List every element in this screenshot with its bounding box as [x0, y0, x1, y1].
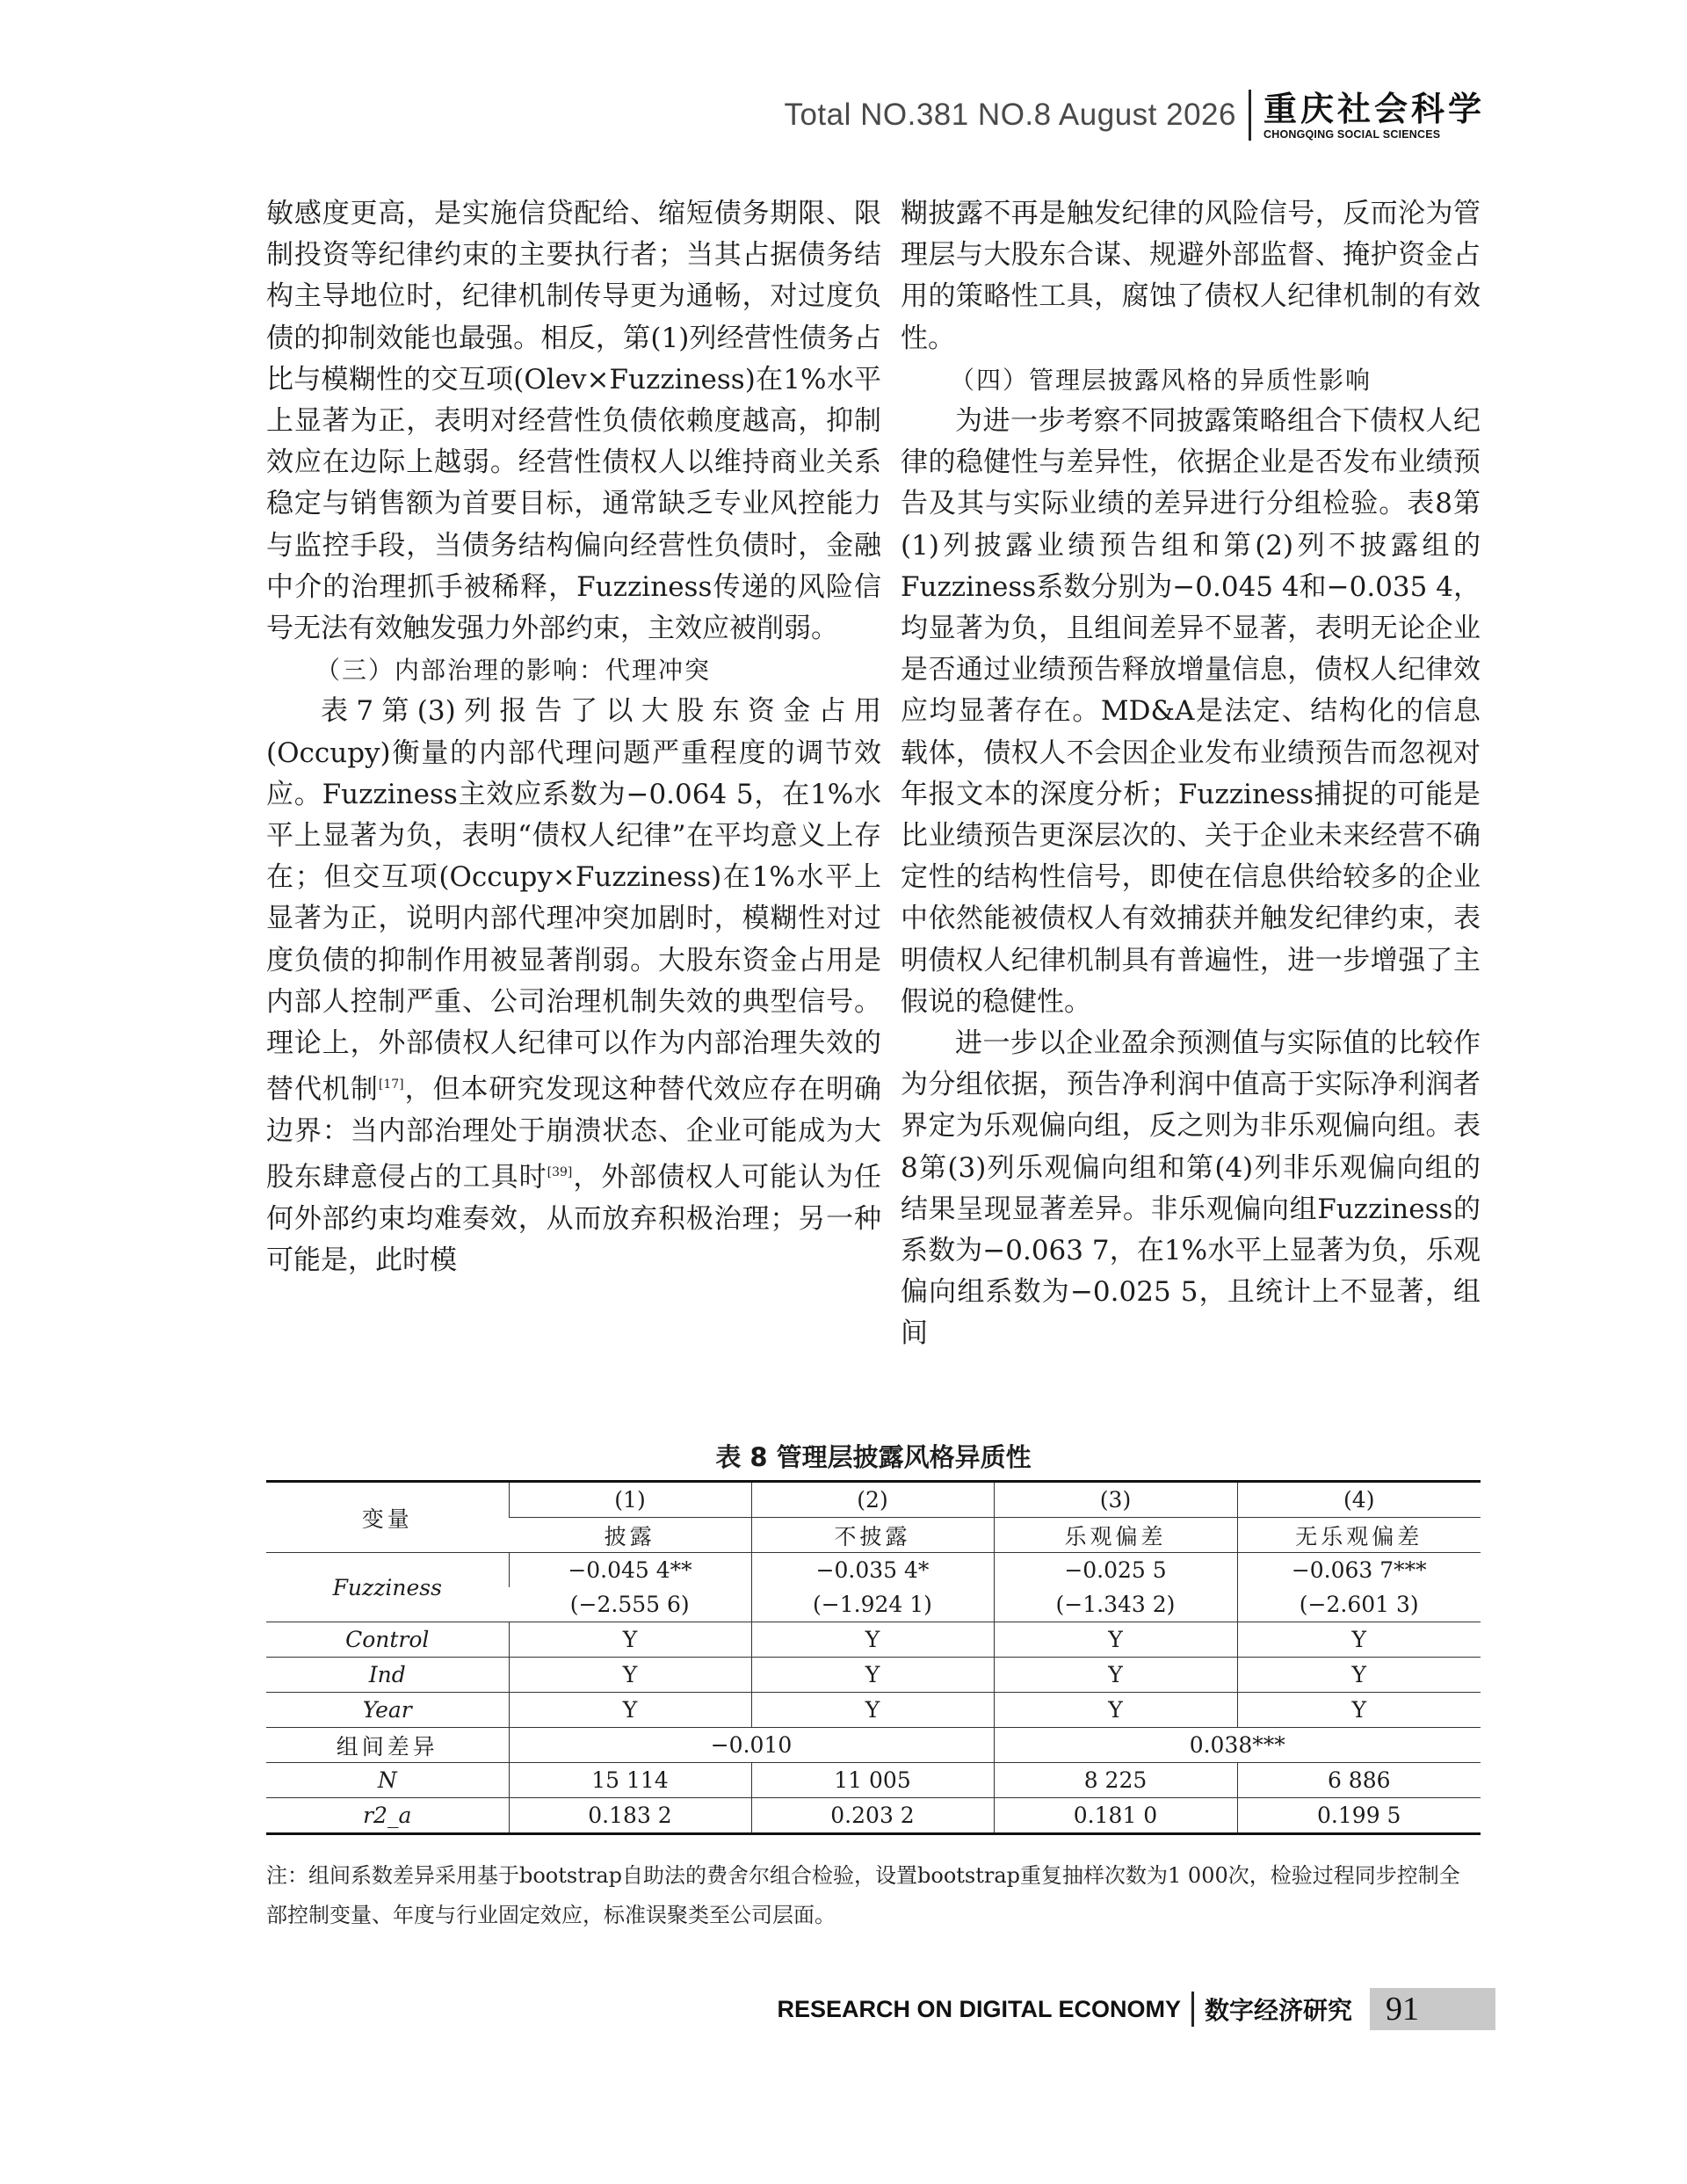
- table-row: [266, 1658, 1481, 1693]
- footer-journal-cn: 数字经济研究: [1204, 1996, 1352, 2025]
- table-cell: Y: [751, 1658, 994, 1693]
- table-cell: N: [266, 1763, 509, 1798]
- table-header-cell: 不披露: [751, 1518, 994, 1553]
- table-cell: Y: [751, 1693, 994, 1728]
- table-cell: −0.045 4**: [509, 1553, 751, 1588]
- table-row: [266, 1553, 1481, 1588]
- paragraph: 为进一步考察不同披露策略组合下债权人纪律的稳健性与差异性，依据企业是否发布业绩预告及其与实际业绩的差异进行分组检验。表8第(1)列披露业绩预告组和第(2)列不披露组的Fuzziness系数分别为−0.045 4和−0.035 4，均显著为负，且组间差异不显著，表明无论企业是否通过业绩预告释放增量信息，债权人纪律效应均显著存在。MD&A是法定、结构化的信息载体，债权人不会因企业发布业绩预告而忽视对年报文本的深度分析；Fuzziness捕捉的可能是比业绩预告更深层次的、关于企业未来经营不确定性的结构性信号，即使在信息供给较多的企业中依然能被债权人有效捕获并触发纪律约束，表明债权人纪律机制具有普遍性，进一步增强了主假说的稳健性。: [901, 405, 1481, 1018]
- table-cell: (−2.555 6): [509, 1587, 751, 1622]
- right-column: [901, 193, 1481, 1355]
- table-cell: −0.063 7***: [1237, 1553, 1481, 1588]
- table-cell: Year: [266, 1693, 509, 1728]
- table-cell: Y: [1237, 1658, 1481, 1693]
- page-header: [784, 84, 1485, 146]
- paragraph-text: 表7第(3)列报告了以大股东资金占用(Occupy)衡量的内部代理问题严重程度的调节效应。Fuzziness主效应系数为−0.064 5，在1%水平上显著为负，表明“债权人纪律”在平均意义上存在；但交互项(Occupy×Fuzziness)在1%水平上显著为正，说明内部代理冲突加剧时，模糊性对过度负债的抑制作用被显著削弱。大股东资金占用是内部人控制严重、公司治理机制失效的典型信号。理论上，外部债权人纪律可以作为内部治理失效的替代机制: [266, 695, 881, 1106]
- table-cell: Y: [1237, 1693, 1481, 1728]
- table-cell: 15 114: [509, 1763, 751, 1798]
- table-cell: 11 005: [751, 1763, 994, 1798]
- issue-info: Total NO.381 NO.8 August 2026: [784, 98, 1236, 132]
- table-row: [266, 1693, 1481, 1728]
- table-header-cell: 变量: [266, 1482, 509, 1553]
- table-cell: 8 225: [994, 1763, 1237, 1798]
- journal-logo: [1263, 90, 1485, 141]
- paragraph: 糊披露不再是触发纪律的风险信号，反而沦为管理层与大股东合谋、规避外部监督、掩护资金占用的策略性工具，腐蚀了债权人纪律机制的有效性。: [901, 198, 1481, 354]
- section-heading: （三）内部治理的影响：代理冲突: [315, 656, 712, 686]
- footer-journal-en: RESEARCH ON DIGITAL ECONOMY: [777, 1995, 1181, 2022]
- table-cell: 组间差异: [266, 1728, 509, 1763]
- table-cell: −0.035 4*: [751, 1553, 994, 1588]
- citation: [17]: [378, 1077, 404, 1092]
- table-cell: Y: [751, 1622, 994, 1658]
- section-heading: （四）管理层披露风格的异质性影响: [950, 365, 1372, 395]
- table-cell: 0.199 5: [1237, 1798, 1481, 1834]
- table-cell: Y: [509, 1622, 751, 1658]
- table-row: [266, 1728, 1481, 1763]
- citation: [39]: [547, 1165, 573, 1179]
- paragraph: 进一步以企业盈余预测值与实际值的比较作为分组依据，预告净利润中值高于实际净利润者界定为乐观偏向组，反之则为非乐观偏向组。表8第(3)列乐观偏向组和第(4)列非乐观偏向组的结果呈现显著差异。非乐观偏向组Fuzziness的系数为−0.063 7，在1%水平上显著为负，乐观偏向组系数为−0.025 5，且统计上不显著，组间: [901, 1027, 1481, 1350]
- paragraph-text: ，外部债权人可能认为任何外部约束均难奏效，从而放弃积极治理；另一种可能是，此时模: [266, 1161, 882, 1276]
- table-cell: (−1.343 2): [994, 1587, 1237, 1622]
- table-header-cell: (1): [509, 1482, 751, 1518]
- table-cell: Y: [994, 1693, 1237, 1728]
- table-cell: Y: [509, 1693, 751, 1728]
- paragraph-text: ，但本研究发现这种替代效应存在明确边界：当内部治理处于崩溃状态、企业可能成为大股东肆意侵占的工具时: [266, 1073, 882, 1194]
- table-cell: Ind: [266, 1658, 509, 1693]
- table-header-cell: (3): [994, 1482, 1237, 1518]
- table-cell: 0.183 2: [509, 1798, 751, 1834]
- header-divider: [1249, 90, 1251, 141]
- table-row: [266, 1763, 1481, 1798]
- table-cell: −0.010: [509, 1728, 994, 1763]
- footer-divider: [1191, 1992, 1194, 2027]
- table-cell: r2_a: [266, 1798, 509, 1834]
- table-header-cell: 无乐观偏差: [1237, 1518, 1481, 1553]
- table-header-cell: 披露: [509, 1518, 751, 1553]
- table-cell: 0.038***: [994, 1728, 1481, 1763]
- table-cell: Control: [266, 1622, 509, 1658]
- table-cell: Y: [1237, 1622, 1481, 1658]
- table-cell: (−2.601 3): [1237, 1587, 1481, 1622]
- journal-title-en: CHONGQING SOCIAL SCIENCES: [1263, 128, 1441, 141]
- table-header-cell: (2): [751, 1482, 994, 1518]
- table-cell: Y: [994, 1622, 1237, 1658]
- page-footer: [777, 1988, 1495, 2030]
- paragraph: 敏感度更高，是实施信贷配给、缩短债务期限、限制投资等纪律约束的主要执行者；当其占据债务结构主导地位时，纪律机制传导更为通畅，对过度负债的抑制效能也最强。相反，第(1)列经营性债务占比与模糊性的交互项(Olev×Fuzziness)在1%水平上显著为正，表明对经营性负债依赖度越高，抑制效应在边际上越弱。经营性债权人以维持商业关系稳定与销售额为首要目标，通常缺乏专业风控能力与监控手段，当债务结构偏向经营性负债时，金融中介的治理抓手被稀释，Fuzziness传递的风险信号无法有效触发强力外部约束，主效应被削弱。: [266, 198, 881, 645]
- table-cell: (−1.924 1): [751, 1587, 994, 1622]
- table-row: [266, 1482, 1481, 1518]
- table-row: [266, 1798, 1481, 1834]
- page-number: 91: [1370, 1988, 1495, 2030]
- results-table: [266, 1480, 1481, 1835]
- table-cell: 0.203 2: [751, 1798, 994, 1834]
- table-cell: 0.181 0: [994, 1798, 1237, 1834]
- paragraph: [266, 691, 881, 1281]
- table-header-cell: 乐观偏差: [994, 1518, 1237, 1553]
- table-cell: 6 886: [1237, 1763, 1481, 1798]
- table-cell: Fuzziness: [266, 1553, 509, 1622]
- table-header-cell: (4): [1237, 1482, 1481, 1518]
- left-column: [266, 193, 881, 1281]
- table-cell: −0.025 5: [994, 1553, 1237, 1588]
- table-cell: Y: [509, 1658, 751, 1693]
- table-note: 注：组间系数差异采用基于bootstrap自助法的费舍尔组合检验，设置bootstrap重复抽样次数为1 000次，检验过程同步控制全部控制变量、年度与行业固定效应，标准误聚类至公司层面。: [266, 1863, 1460, 1927]
- journal-title-cn: 重庆社会科学: [1263, 89, 1485, 128]
- table-title: 表 8 管理层披露风格异质性: [715, 1442, 1032, 1472]
- table-cell: Y: [994, 1658, 1237, 1693]
- table-row: [266, 1622, 1481, 1658]
